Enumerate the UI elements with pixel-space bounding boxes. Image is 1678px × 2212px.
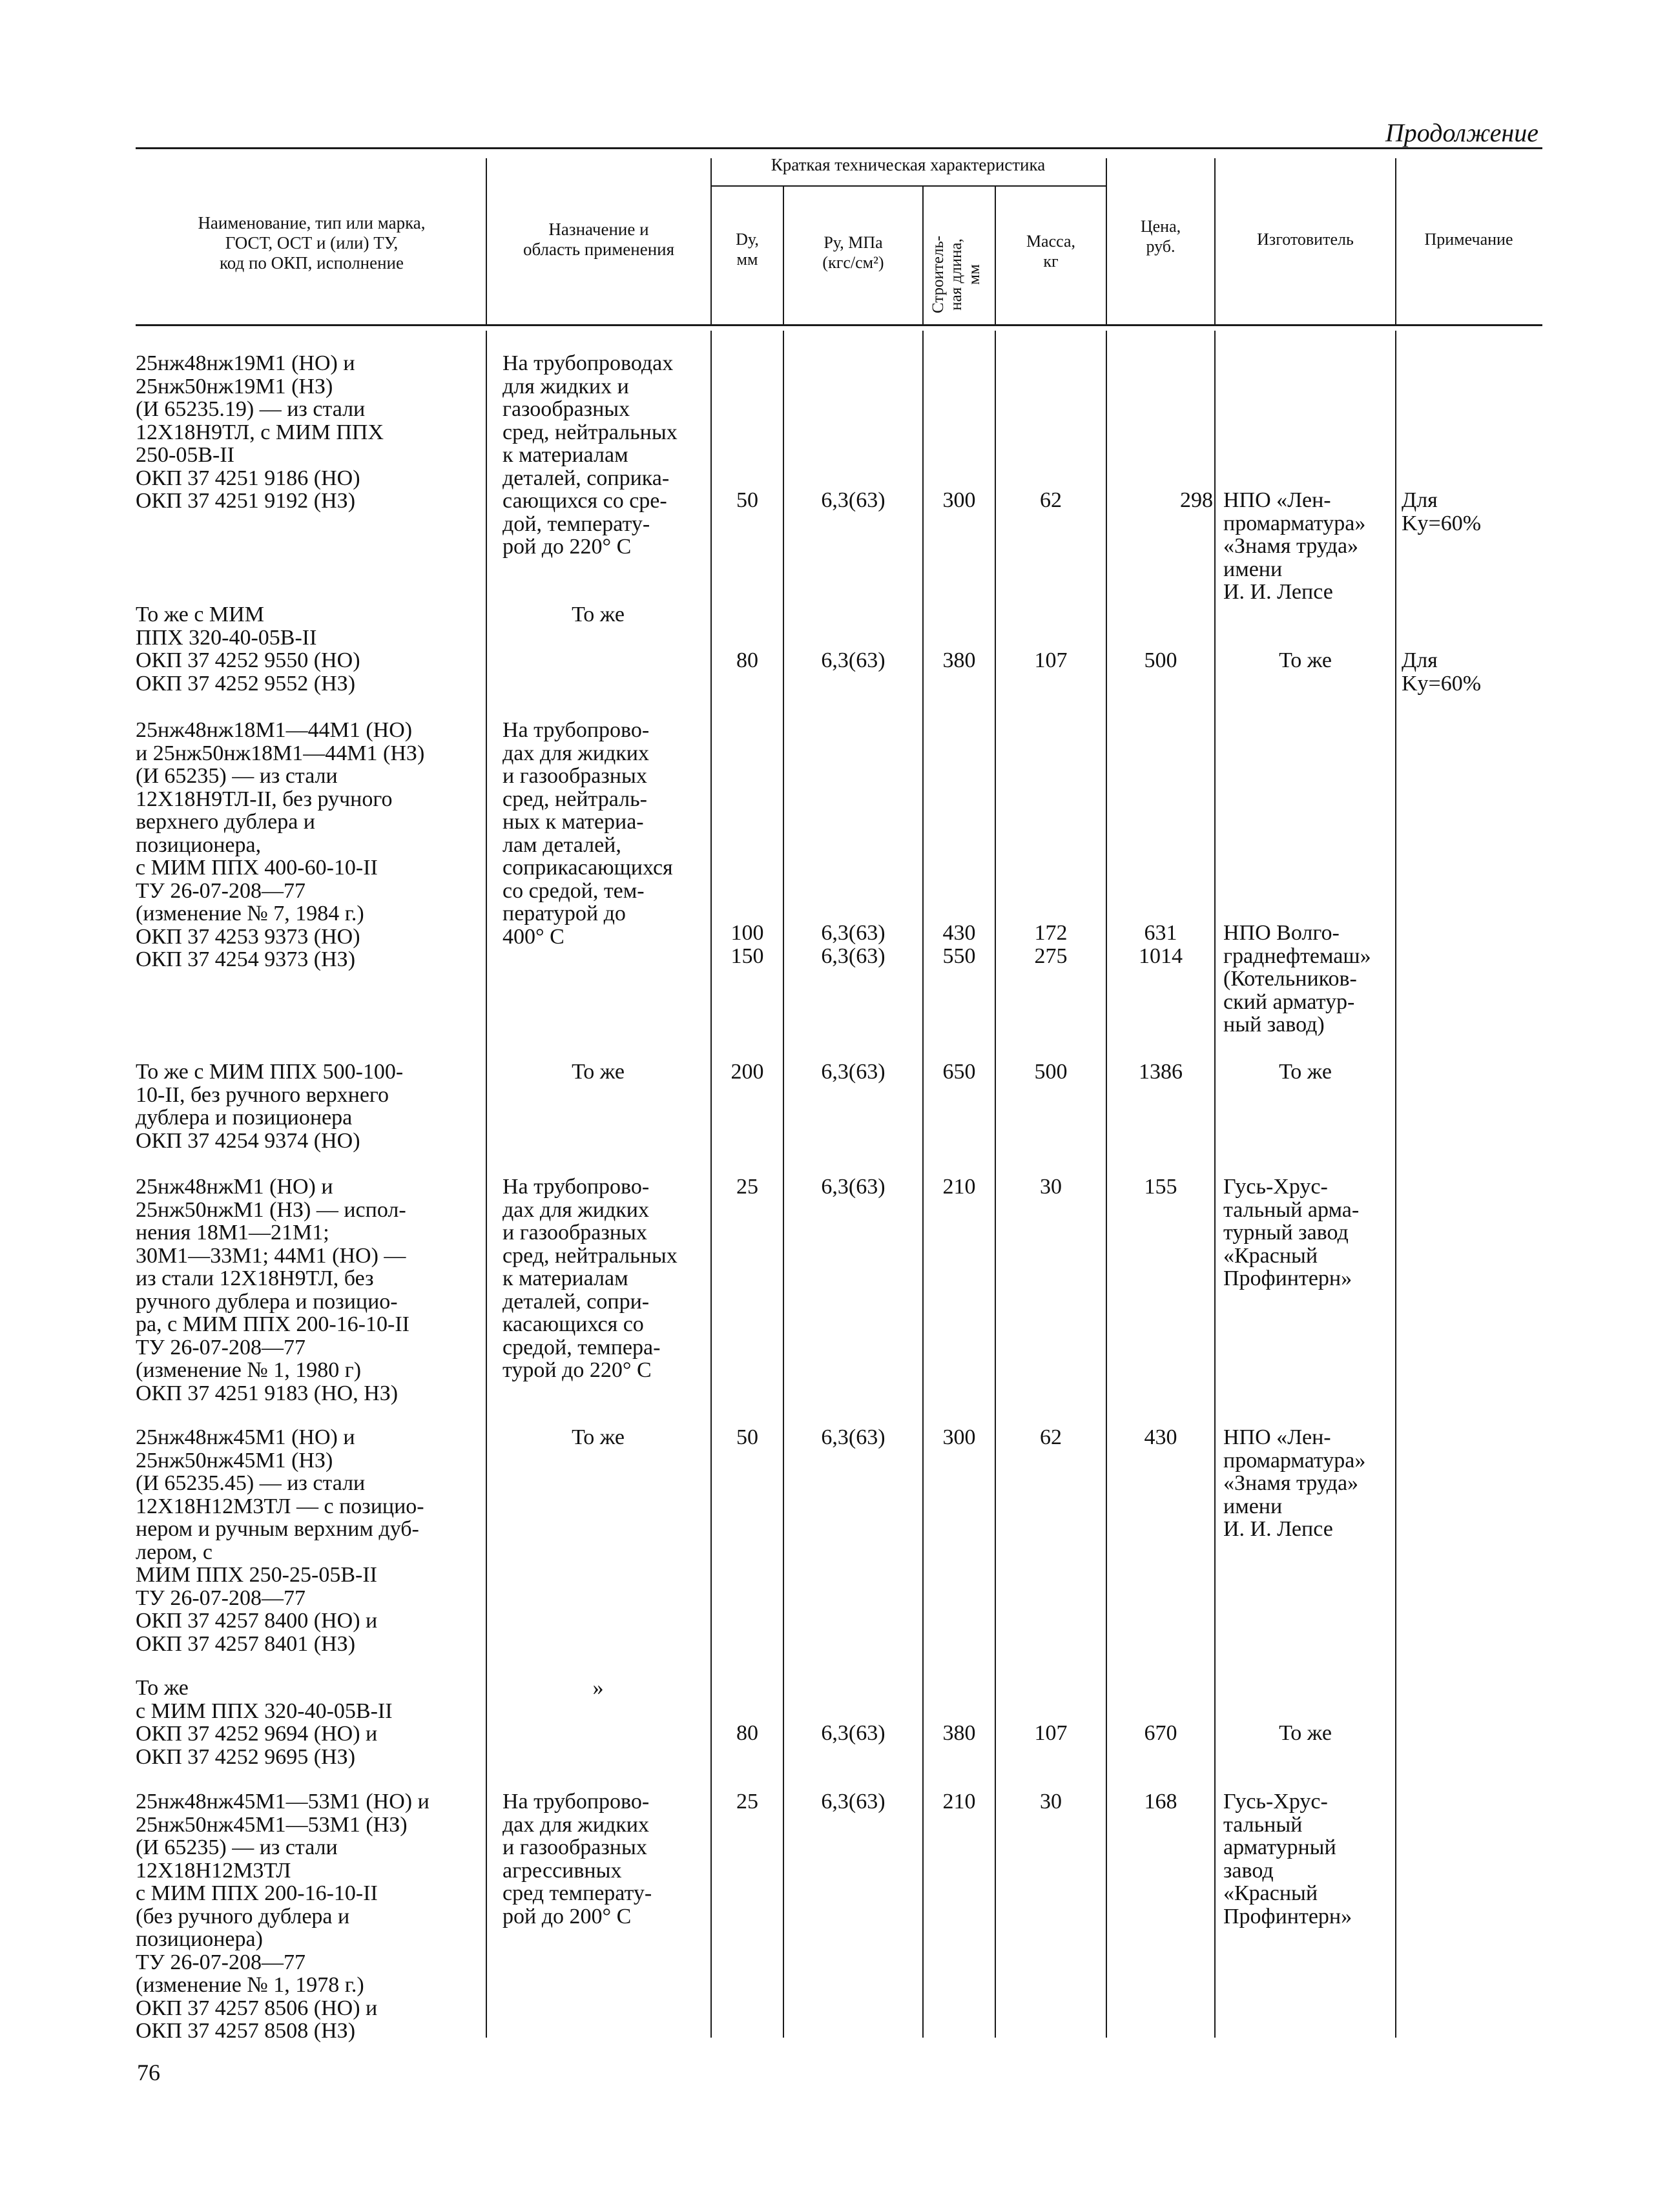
header-dn: Dу, мм [736,230,759,269]
header-mass: Масса, кг [1026,232,1076,271]
row-dn: 80 [736,1721,758,1745]
row-maker: Гусь-Хрус- тальный арма- турный завод «Красный Профинтерн» [1223,1175,1360,1290]
table-top-rule [136,147,1542,149]
row-purpose: На трубопрово- дах для жидких и газообразных агрессивных сред температу- рой до 200° С [502,1790,652,1928]
col-divider-3 [783,187,784,324]
row-purpose: На трубопроводах для жидких и газообразных сред, нейтральных к материалам деталей, соприка- сающихся со сре- дой, температу- рой до 220° С [502,351,678,559]
header-pn: Pу, МПа (кгс/см²) [822,233,884,272]
row-dn: 200 [730,1060,764,1084]
row-length: 300 [942,488,976,512]
row-price: 298 [1180,488,1213,512]
row-mass: 30 [1040,1790,1062,1814]
row-price: 670 [1144,1721,1177,1745]
row-purpose: На трубопрово- дах для жидких и газообразных сред, нейтральных к материалам деталей, сопри- касающихся со средой, темпера- турой до 220° С [502,1175,678,1382]
row-mass: 30 [1040,1175,1062,1199]
row-name: 25нж48нж19М1 (НО) и 25нж50нж19М1 (НЗ) (И 65235.19) — из стали 12Х18Н9ТЛ, с МИМ ППХ 250-05В-II ОКП 37 4251 9186 (НО) ОКП 37 4251 9192 (НЗ) [136,351,384,513]
row-name: 25нж48нж45М1 (НО) и 25нж50нж45М1 (НЗ) (И 65235.45) — из стали 12Х18Н12М3ТЛ — с позицио- нером и ручным верхним дуб- лером, с МИМ ППХ 250-25-05В-II ТУ 26-07-208—77 ОКП 37 4257 8400 (НО) и ОКП 37 4257 8401 (НЗ) [136,1425,424,1656]
body-divider-5 [995,331,996,2038]
row-length: 380 [942,1721,976,1745]
row-length: 380 [942,648,976,672]
body-divider-8 [1395,331,1396,2038]
header-purpose: Назначение и область применения [523,220,675,259]
body-divider-2 [710,331,712,2038]
row-name: То же с МИМ ППХ 320-40-05В-II ОКП 37 4252 9550 (НО) ОКП 37 4252 9552 (НЗ) [136,603,360,696]
row-pn: 6,3(63) [821,1425,886,1449]
row-pn: 6,3(63) [821,1175,886,1199]
col-divider-1 [486,158,487,324]
page-number: 76 [137,2060,160,2085]
row-note: Для Kу=60% [1402,648,1482,696]
header-bottom-rule [136,324,1542,326]
continuation-label: Продолжение [1385,118,1538,147]
row-name: 25нж48нж45М1—53М1 (НО) и 25нж50нж45М1—53М1 (НЗ) (И 65235) — из стали 12Х18Н12М3ТЛ с МИМ ППХ 200-16-10-II (без ручного дублера и позиционера) ТУ 26-07-208—77 (изменение № 1, 1978 г.) ОКП 37 4257 8506 (НО) и ОКП 37 4257 8508 (НЗ) [136,1790,430,2043]
body-divider-6 [1106,331,1107,2038]
row-purpose: » [592,1676,604,1700]
row-dn: 50 [736,488,758,512]
row-pn: 6,3(63) [821,1721,886,1745]
row-pn: 6,3(63) [821,488,886,512]
col-divider-2 [710,158,712,324]
row-mass: 62 [1040,1425,1062,1449]
row-pn: 6,3(63) [821,648,886,672]
header-length: Строитель- ная длина, мм [929,235,983,314]
body-divider-4 [922,331,924,2038]
row-price: 1386 [1139,1060,1183,1084]
row-mass: 62 [1040,488,1062,512]
header-brief-group: Краткая техническая характеристика [771,155,1046,174]
row-length: 210 [942,1790,976,1814]
row-pn: 6,3(63) [821,1790,886,1814]
body-divider-3 [783,331,784,2038]
header-note: Примечание [1424,230,1513,249]
group-header-rule [710,185,1106,187]
row-mass: 107 [1034,1721,1068,1745]
row-purpose: То же [572,1425,625,1449]
row-maker: Гусь-Хрус- тальный арматурный завод «Красный Профинтерн» [1223,1790,1352,1928]
row-dn: 25 [736,1790,758,1814]
row-length: 650 [942,1060,976,1084]
col-divider-5 [995,187,996,324]
row-name: 25нж48нжМ1 (НО) и 25нж50нжМ1 (НЗ) — испол- нения 18М1—21М1; 30М1—33М1; 44М1 (НО) — из стали 12Х18Н9ТЛ, без ручного дублера и позицио- ра, с МИМ ППХ 200-16-10-II ТУ 26-07-208—77 (изменение № 1, 1980 г) ОКП 37 4251 9183 (НО, НЗ) [136,1175,409,1405]
row-pn: 6,3(63) 6,3(63) [821,921,886,968]
body-divider-1 [486,331,487,2038]
row-price: 500 [1144,648,1177,672]
row-pn: 6,3(63) [821,1060,886,1084]
col-divider-6 [1106,158,1107,324]
col-divider-8 [1395,158,1396,324]
row-price: 155 [1144,1175,1177,1199]
row-price: 430 [1144,1425,1177,1449]
col-divider-7 [1214,158,1216,324]
row-mass: 172 275 [1034,921,1068,968]
header-name: Наименование, тип или марка, ГОСТ, ОСТ и (или) ТУ, код по ОКП, исполнение [198,213,426,273]
row-name: 25нж48нж18М1—44М1 (НО) и 25нж50нж18М1—44М1 (НЗ) (И 65235) — из стали 12Х18Н9ТЛ-II, без ручного верхнего дублера и позиционера, с МИМ ППХ 400-60-10-II ТУ 26-07-208—77 (изменение № 7, 1984 г.) ОКП 37 4253 9373 (НО) ОКП 37 4254 9373 (НЗ) [136,718,425,971]
row-purpose: То же [572,603,625,626]
row-maker: То же [1279,1060,1332,1084]
row-maker: То же [1279,1721,1332,1745]
row-maker: НПО «Лен- промарматура» «Знамя труда» имени И. И. Лепсе [1223,488,1366,604]
row-name: То же с МИМ ППХ 320-40-05В-II ОКП 37 4252 9694 (НО) и ОКП 37 4252 9695 (НЗ) [136,1676,393,1769]
row-maker: НПО «Лен- промарматура» «Знамя труда» имени И. И. Лепсе [1223,1425,1366,1541]
col-divider-4 [922,187,924,324]
row-price: 631 1014 [1139,921,1183,968]
header-maker: Изготовитель [1257,230,1354,249]
row-dn: 50 [736,1425,758,1449]
row-dn: 25 [736,1175,758,1199]
row-purpose: На трубопрово- дах для жидких и газообразных сред, нейтраль- ных к материа- лам деталей, соприкасающихся со средой, тем- пературой до 400° С [502,718,673,949]
row-dn: 100 150 [730,921,764,968]
body-divider-7 [1214,331,1216,2038]
row-length: 430 550 [942,921,976,968]
row-maker: НПО Волго- граднефтемаш» (Котельников- ский арматур- ный завод) [1223,921,1371,1037]
header-price: Цена, руб. [1140,217,1181,256]
row-price: 168 [1144,1790,1177,1814]
row-note: Для Kу=60% [1402,488,1482,535]
row-dn: 80 [736,648,758,672]
row-mass: 500 [1034,1060,1068,1084]
row-length: 210 [942,1175,976,1199]
row-mass: 107 [1034,648,1068,672]
row-purpose: То же [572,1060,625,1084]
row-length: 300 [942,1425,976,1449]
row-name: То же с МИМ ППХ 500-100- 10-II, без ручного верхнего дублера и позиционера ОКП 37 4254 9374 (НО) [136,1060,404,1153]
row-maker: То же [1279,648,1332,672]
